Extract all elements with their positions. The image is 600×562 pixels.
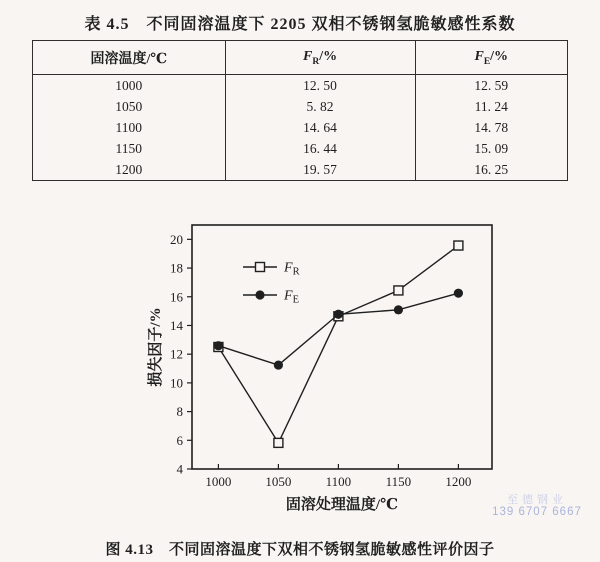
cell-fr: 19. 57 (225, 159, 415, 181)
fe-unit: /% (490, 48, 509, 64)
x-axis-title: 固溶处理温度/℃ (285, 497, 399, 513)
series-FR (214, 241, 463, 447)
table-row (33, 159, 568, 181)
series-FE (214, 289, 463, 370)
table-row (33, 117, 568, 138)
col-header-fe (415, 41, 567, 75)
fr-unit: /% (319, 48, 338, 64)
svg-text:1100: 1100 (325, 474, 352, 489)
svg-text:1200: 1200 (445, 474, 472, 489)
x-axis (205, 464, 471, 489)
cell-temp: 1050 (115, 98, 143, 114)
svg-text:14: 14 (170, 317, 183, 333)
svg-text:20: 20 (170, 231, 183, 247)
plot-border (192, 225, 492, 469)
svg-text:4: 4 (176, 461, 183, 477)
table-row (33, 75, 568, 97)
cell-fr: 16. 44 (225, 138, 415, 159)
y-axis-title: 损失因子/% (148, 307, 164, 387)
y-axis (170, 232, 192, 477)
svg-text:8: 8 (176, 404, 183, 420)
col-header-temperature: 固溶温度/℃ (33, 41, 226, 75)
col-header-fr (225, 41, 415, 75)
data-table (32, 40, 568, 181)
fe-symbol: F (474, 48, 484, 64)
svg-text:18: 18 (170, 260, 183, 276)
watermark-name: 至德钢业 (507, 494, 567, 506)
svg-text:16: 16 (170, 289, 183, 305)
cell-fe: 12. 59 (415, 75, 567, 97)
svg-text:6: 6 (176, 432, 183, 448)
cell-fr: 5. 82 (225, 96, 415, 117)
cell-fe: 16. 25 (415, 159, 567, 181)
cell-fe: 14. 78 (415, 117, 567, 138)
svg-text:FR: $F_R$ (284, 260, 300, 278)
svg-text:FE: $F_E$ (284, 288, 299, 306)
svg-text:1000: 1000 (205, 474, 232, 489)
fr-symbol: F (303, 48, 313, 64)
svg-text:1050: 1050 (265, 474, 292, 489)
table-row (33, 96, 568, 117)
svg-text:12: 12 (170, 346, 183, 362)
table-row (33, 138, 568, 159)
figure-caption: 图 4.13 不同固溶温度下双相不锈钢氢脆敏感性评价因子 (105, 542, 495, 558)
table-header-row (33, 41, 568, 75)
cell-fe: 11. 24 (415, 96, 567, 117)
table-title: 表 4.5 不同固溶温度下 2205 双相不锈钢氢脆敏感性系数 (84, 16, 516, 33)
fe-subscript: E (483, 56, 491, 67)
cell-temp: 1150 (115, 140, 143, 156)
cell-fe: 15. 09 (415, 138, 567, 159)
legend (243, 261, 300, 306)
cell-temp: 1100 (115, 119, 143, 135)
svg-text:1150: 1150 (385, 474, 412, 489)
cell-temp: 1000 (115, 77, 143, 93)
watermark-phone: 139 6707 6667 (492, 506, 582, 518)
data-table-container (32, 40, 568, 181)
svg-text:10: 10 (170, 375, 183, 391)
line-chart (145, 217, 510, 517)
cell-temp: 1200 (115, 161, 143, 177)
watermark (478, 495, 596, 518)
cell-fr: 14. 64 (225, 117, 415, 138)
cell-fr: 12. 50 (225, 75, 415, 97)
fr-subscript: R (312, 56, 320, 67)
